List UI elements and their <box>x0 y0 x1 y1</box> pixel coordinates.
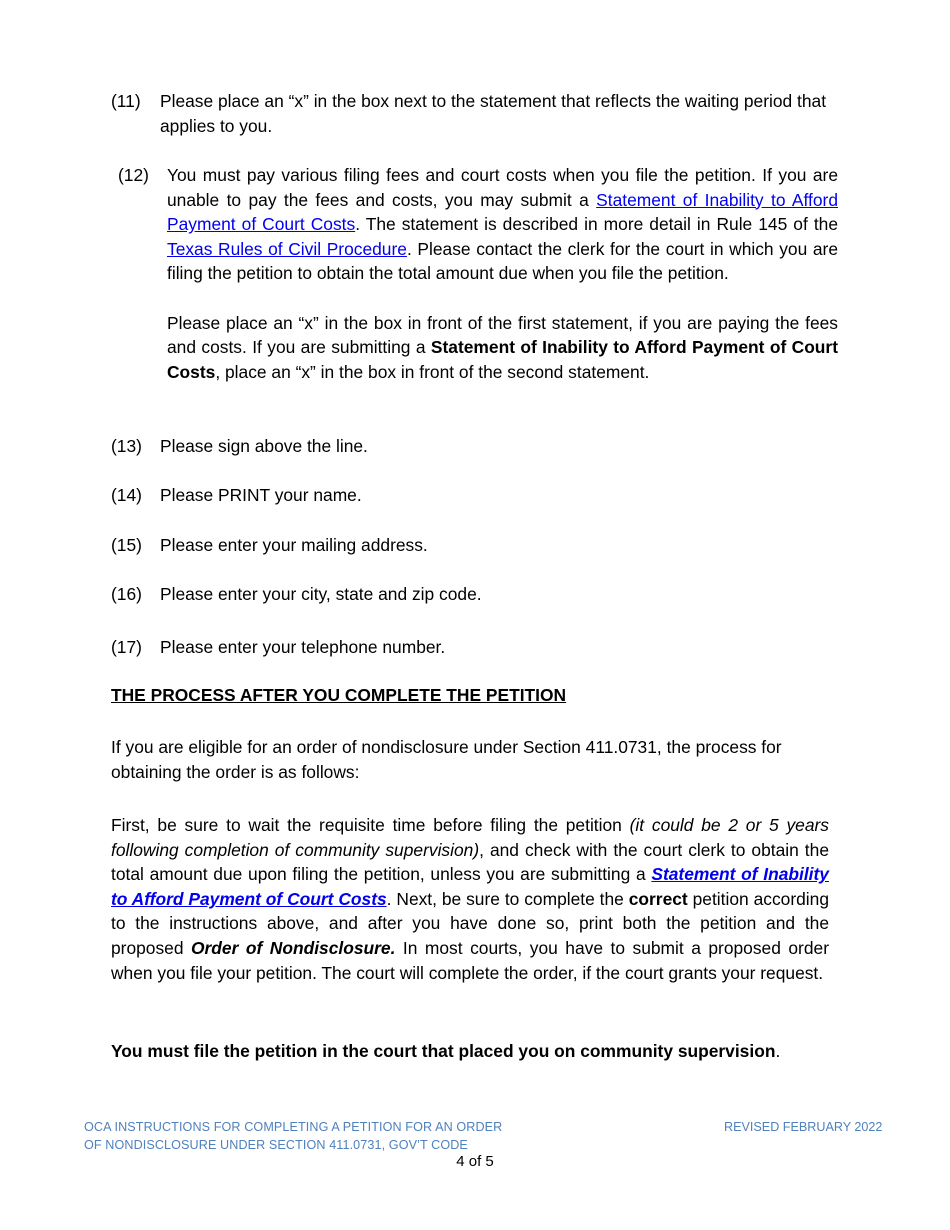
item-text: Please place an “x” in the box next to the statement that reflects the waiting period that applies to you. <box>160 91 827 136</box>
bold-text: correct <box>628 888 688 909</box>
instruction-item-12 <box>118 163 838 384</box>
text-run: . <box>775 1041 781 1061</box>
instruction-item-13 <box>111 434 838 459</box>
instruction-item-15 <box>111 533 838 558</box>
instruction-item-14 <box>111 483 838 508</box>
filing-court-paragraph <box>111 1039 829 1064</box>
text-run: , place an “x” in the box in front of the second statement. <box>215 361 650 382</box>
texas-rules-civil-procedure-link[interactable]: Texas Rules of Civil Procedure <box>167 238 407 259</box>
text-run: . The statement is described in more detail in Rule 145 of the <box>355 214 838 235</box>
text-run: , and check with the court clerk to obtain the total amount due upon filing the petition, unless you are submitting a <box>111 839 829 885</box>
page-number: 4 of 5 <box>456 1153 494 1170</box>
item-number: (11) <box>111 91 141 111</box>
item-number: (15) <box>111 535 142 555</box>
item-number: (14) <box>111 485 142 505</box>
footer-revision-date: REVISED FEBRUARY 2022 <box>724 1120 883 1134</box>
item-number: (17) <box>111 637 142 657</box>
instruction-item-16 <box>111 582 838 607</box>
text-run: In most courts, you have to submit a proposed order when you file your petition. The court will complete the order, if the court grants your request. <box>111 937 829 983</box>
instruction-item-17 <box>111 635 838 660</box>
item-number: (13) <box>111 436 142 456</box>
item-text: Please PRINT your name. <box>160 485 362 505</box>
item-text: Please enter your mailing address. <box>160 535 428 555</box>
statement-of-inability-link[interactable]: Statement of Inability to Afford Payment of Court Costs <box>167 189 838 235</box>
section-heading: THE PROCESS AFTER YOU COMPLETE THE PETITION <box>111 685 567 705</box>
item-paragraph-2 <box>167 311 838 385</box>
bold-italic-text: Order of Nondisclosure. <box>191 937 396 958</box>
item-number: (16) <box>111 584 142 604</box>
bold-text: You must file the petition in the court that placed you on community supervision <box>111 1041 776 1061</box>
text-run: First, be sure to wait the requisite time before filing the petition <box>111 815 630 835</box>
text-run: Please place an “x” in the box in front of the first statement, if you are paying the fees and costs. If you are submitting a <box>167 312 838 358</box>
item-paragraph-1 <box>167 163 838 286</box>
eligibility-paragraph: If you are eligible for an order of nondisclosure under Section 411.0731, the process for obtaining the order is as follows: <box>111 737 782 782</box>
process-paragraph <box>111 813 829 985</box>
text-run: . Next, be sure to complete the <box>386 888 629 909</box>
item-text: Please enter your city, state and zip code. <box>160 584 482 604</box>
bold-text: Statement of Inability to Afford Payment of Court Costs <box>167 337 838 382</box>
italic-text: (it could be 2 or 5 years following completion of community supervision) <box>111 815 830 860</box>
footer-line-1: OCA INSTRUCTIONS FOR COMPLETING A PETITION FOR AN ORDER <box>84 1120 503 1134</box>
item-text: Please enter your telephone number. <box>160 637 446 657</box>
statement-of-inability-link-2[interactable]: Statement of Inability to Afford Payment of Court Costs <box>111 864 829 909</box>
instruction-item-11 <box>111 89 838 138</box>
footer-line-2: OF NONDISCLOSURE UNDER SECTION 411.0731, GOV’T CODE <box>84 1137 468 1152</box>
footer-title <box>84 1119 502 1154</box>
text-run: petition according to the instructions above, and after you have done so, print both the petition and the proposed <box>111 888 829 958</box>
item-number: (12) <box>118 165 149 185</box>
text-run: You must pay various filing fees and court costs when you file the petition. If you are unable to pay the fees and costs, you may submit a <box>167 165 838 210</box>
item-text: Please sign above the line. <box>160 436 368 456</box>
text-run: . Please contact the clerk for the court in which you are filing the petition to obtain the total amount due when you file the petition. <box>167 238 839 284</box>
